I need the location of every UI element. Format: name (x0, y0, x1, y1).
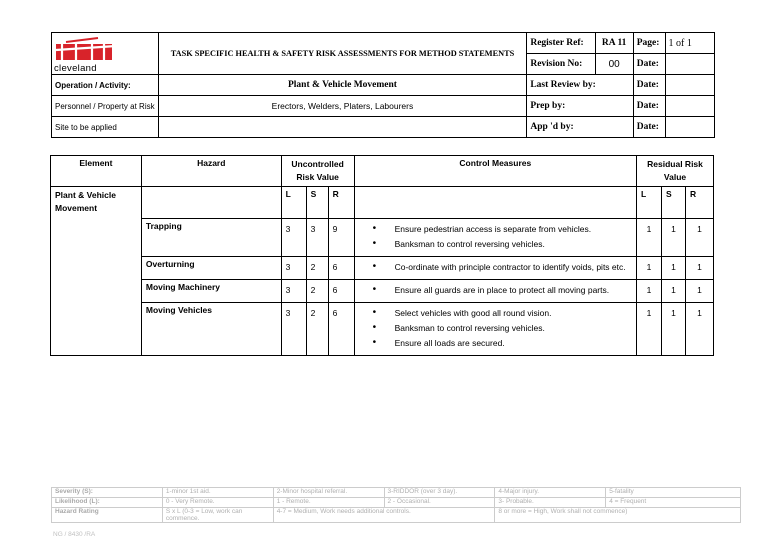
control-header: Control Measures (354, 156, 636, 187)
rating-item: 8 or more = High, Work shall not commence) (495, 508, 741, 523)
operation-value: Plant & Vehicle Movement (158, 75, 527, 96)
severity-item: 4-Major injury. (495, 488, 606, 498)
us-cell: 3 (306, 219, 328, 257)
severity-item: 2-Minor hospital referral. (273, 488, 384, 498)
control-item: • Banksman to control reversing vehicles. (369, 239, 632, 249)
rating-label: Hazard Rating (52, 508, 163, 523)
severity-item: 1-minor 1st aid. (162, 488, 273, 498)
ul-cell: 3 (281, 280, 306, 303)
rl-header: L (637, 187, 662, 219)
control-item: • Ensure all loads are secured. (369, 338, 632, 348)
risk-table (50, 155, 714, 356)
likelihood-item: 3- Probable. (495, 498, 606, 508)
residual-header: Residual Risk Value (637, 156, 714, 187)
date-label: Date: (633, 54, 665, 75)
ur-header: R (328, 187, 354, 219)
control-cell (354, 280, 636, 303)
cleveland-logo (52, 34, 124, 74)
rs-cell: 1 (662, 303, 686, 356)
element-header: Element (51, 156, 142, 187)
severity-item: 5-fatality (606, 488, 741, 498)
personnel-label: Personnel / Property at Risk (52, 96, 159, 117)
logo-text: cleveland (54, 62, 97, 74)
date-value (665, 75, 714, 96)
register-ref-label: Register Ref: (527, 33, 595, 54)
rr-cell: 1 (685, 257, 713, 280)
table-row (51, 257, 714, 280)
likelihood-item: 1 - Remote. (273, 498, 384, 508)
ur-cell: 6 (328, 280, 354, 303)
us-cell: 2 (306, 303, 328, 356)
table-row (51, 280, 714, 303)
rl-cell: 1 (637, 219, 662, 257)
control-item: • Ensure all guards are in place to protect all moving parts. (369, 285, 632, 295)
control-cell (354, 303, 636, 356)
site-value (158, 117, 527, 138)
table-row (51, 303, 714, 356)
page-label: Page: (633, 33, 665, 54)
register-ref-value: RA 11 (595, 33, 633, 54)
element-cell: Plant & Vehicle Movement (51, 187, 142, 356)
rs-cell: 1 (662, 219, 686, 257)
page-value: 1 of 1 (665, 33, 714, 54)
ul-cell: 3 (281, 257, 306, 280)
personnel-value: Erectors, Welders, Platers, Labourers (158, 96, 527, 117)
logo-mark-icon (56, 36, 116, 62)
rr-cell: 1 (685, 219, 713, 257)
rating-item: S x L (0-3 = Low, work can commence. (162, 508, 273, 523)
hazard-cell: Trapping (141, 219, 281, 257)
hazard-header: Hazard (141, 156, 281, 187)
rl-cell: 1 (637, 257, 662, 280)
ur-cell: 6 (328, 303, 354, 356)
revision-value: 00 (595, 54, 633, 75)
document-number: NG / 8430 /RA (53, 531, 96, 538)
rs-header: S (662, 187, 686, 219)
control-subheader (354, 187, 636, 219)
ul-cell: 3 (281, 219, 306, 257)
us-header: S (306, 187, 328, 219)
control-item: • Banksman to control reversing vehicles. (369, 323, 632, 333)
rr-cell: 1 (685, 280, 713, 303)
table-row (51, 219, 714, 257)
likelihood-item: 0 - Very Remote. (162, 498, 273, 508)
date-label: Date: (633, 117, 665, 138)
date-label: Date: (633, 96, 665, 117)
rs-cell: 1 (662, 280, 686, 303)
uncontrolled-header: Uncontrolled Risk Value (281, 156, 354, 187)
date-value (665, 54, 714, 75)
prep-label: Prep by: (527, 96, 633, 117)
likelihood-label: Likelihood (L): (52, 498, 163, 508)
ul-header: L (281, 187, 306, 219)
date-value (665, 96, 714, 117)
site-label: Site to be applied (52, 117, 159, 138)
hazard-cell: Overturning (141, 257, 281, 280)
hazard-cell: Moving Machinery (141, 280, 281, 303)
risk-key-table (51, 487, 741, 523)
control-item: • Ensure pedestrian access is separate from vehicles. (369, 224, 632, 234)
header-table (51, 32, 715, 138)
rs-cell: 1 (662, 257, 686, 280)
rating-item: 4-7 = Medium, Work needs additional controls. (273, 508, 495, 523)
hazard-cell: Moving Vehicles (141, 303, 281, 356)
logo-cell (52, 33, 159, 75)
revision-label: Revision No: (527, 54, 595, 75)
likelihood-item: 4 = Frequent (606, 498, 741, 508)
operation-label: Operation / Activity: (52, 75, 159, 96)
rr-cell: 1 (685, 303, 713, 356)
ur-cell: 9 (328, 219, 354, 257)
date-value (665, 117, 714, 138)
date-label: Date: (633, 75, 665, 96)
control-item: • Co-ordinate with principle contractor to identify voids, pits etc. (369, 262, 632, 272)
control-cell (354, 219, 636, 257)
control-cell (354, 257, 636, 280)
hazard-subheader (141, 187, 281, 219)
ur-cell: 6 (328, 257, 354, 280)
us-cell: 2 (306, 280, 328, 303)
severity-item: 3-RIDDOR (over 3 day). (384, 488, 495, 498)
ul-cell: 3 (281, 303, 306, 356)
severity-label: Severity (S): (52, 488, 163, 498)
document-title: TASK SPECIFIC HEALTH & SAFETY RISK ASSESSMENTS FOR METHOD STATEMENTS (158, 33, 527, 75)
rr-header: R (685, 187, 713, 219)
last-review-label: Last Review by: (527, 75, 633, 96)
control-item: • Select vehicles with good all round vision. (369, 308, 632, 318)
us-cell: 2 (306, 257, 328, 280)
approved-label: App 'd by: (527, 117, 633, 138)
rl-cell: 1 (637, 303, 662, 356)
rl-cell: 1 (637, 280, 662, 303)
likelihood-item: 2 - Occasional. (384, 498, 495, 508)
